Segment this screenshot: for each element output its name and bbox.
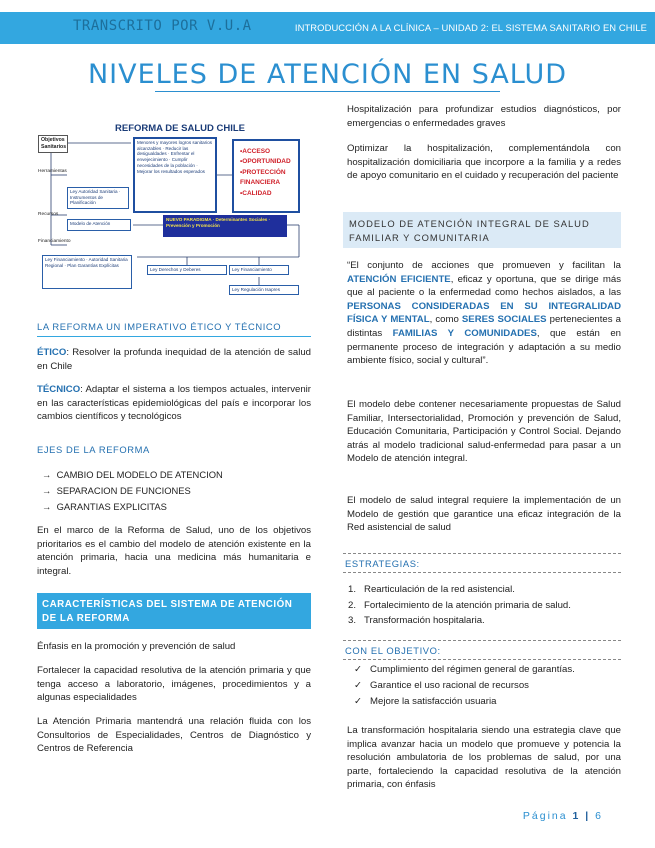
header-bar (0, 12, 655, 44)
arrow-icon: → (42, 501, 52, 512)
list-item: → GARANTIAS EXPLICITAS (42, 501, 167, 512)
objetivos-list (354, 662, 620, 710)
list-item: → CAMBIO DEL MODELO DE ATENCION (42, 469, 223, 480)
ley-derechos-box: Ley Derechos y Deberes (147, 265, 227, 275)
check-icon: ✓ (354, 664, 363, 675)
financiamiento-label: Financiamiento (38, 239, 71, 244)
enfasis-paragraph: Énfasis en la promoción y prevención de salud (37, 641, 236, 652)
section-caracteristicas-title: CARACTERÍSTICAS DEL SISTEMA DE ATENCIÓN DE LA REFORMA (37, 593, 311, 629)
fortalecer-paragraph: Fortalecer la capacidad resolutiva de la atención primaria y que tenga acceso a laboratorio, imágenes, procedimientos y a algunas especialidades (37, 665, 311, 704)
page-title: NIVELES DE ATENCIÓN EN SALUD (87, 59, 568, 90)
objetivos-box: Objetivos Sanitarios (38, 135, 68, 153)
diagram-heading: REFORMA DE SALUD CHILE (115, 123, 246, 134)
objetivo-title: CON EL OBJETIVO: (343, 640, 621, 660)
arrow-icon: → (42, 469, 52, 480)
recursos-label: Recursos (38, 212, 59, 217)
list-item: 1. Rearticulación de la red asistencial. (348, 584, 515, 595)
list-item: ✓ Mejore la satisfacción usuaria (354, 696, 497, 707)
ley-financiamiento2-box: Ley Financiamiento (229, 265, 289, 275)
ley-financiamiento-box: Ley Financiamiento · Autoridad Sanitaria Regional · Plan Garantías Explícitas (42, 255, 132, 289)
tecnico-text: : Adaptar el sistema a los tiempos actuales, intervenir en las características epidemiológicas del país e incorporar los cambios científicos y tecnológicos (37, 384, 311, 423)
definition-quote: “El conjunto de acciones que promueven y facilitan la ATENCIÓN EFICIENTE, eficaz y oportuna, que se dirige más que al paciente o la enfermedad como hechos aislados, a las PERSONAS CONSIDERADAS EN SU INTEGRALIDAD FÍSICA Y MENTAL, como SERES SOCIALES pertenecientes a distintas FAMILIAS Y COMUNIDADES, que están en permanente proceso de integración y adaptación a su medio ambiente físico, social y cultural”. (347, 260, 621, 367)
logros-box: Menores y mayores logros sanitarios alcanzables · Reducir las desigualdades · Enfrentar el envejecimiento · Cumplir necesidades de la población · Mejorar los resultados esperados (133, 137, 217, 213)
ley-autoridad-box: Ley Autoridad Sanitaria · Instrumentos de Planificación (67, 187, 129, 209)
ejes-title: EJES DE LA REFORMA (37, 444, 150, 455)
etico-label: ÉTICO (37, 347, 67, 358)
check-icon: ✓ (354, 696, 363, 707)
outcome-acceso: •ACCESO (240, 148, 271, 155)
list-item: ✓ Cumplimiento del régimen general de garantías. (354, 664, 575, 675)
section-modelo-title: MODELO DE ATENCIÓN INTEGRAL DE SALUD FAMILIAR Y COMUNITARIA (343, 212, 621, 248)
atencion-primaria-paragraph: La Atención Primaria mantendrá una relación fluida con los Consultorios de Especialidades, Centros de Diagnóstico y Centros de Referencia (37, 716, 311, 755)
transformacion-paragraph: La transformación hospitalaria siendo una estrategia clave que implica avanzar hacia un modelo que promueve y potencia la resolución ambulatoria de los problemas de salud, por una parte, fortaleciendo la capacidad resolutiva de la atención primaria, con énfasis (347, 725, 621, 791)
reform-diagram (37, 115, 313, 307)
list-item: ✓ Garantice el uso racional de recursos (354, 680, 529, 691)
outcome-oportunidad: •OPORTUNIDAD (240, 158, 291, 166)
hospitalizacion-paragraph: Hospitalización para profundizar estudios diagnósticos, por emergencias o enfermedades graves (347, 104, 621, 129)
tecnico-label: TÉCNICO (37, 384, 81, 395)
check-icon: ✓ (354, 680, 363, 691)
estrategias-list (348, 582, 620, 629)
outcome-proteccion: •PROTECCIÓN FINANCIERA (240, 168, 286, 187)
optimizar-paragraph: Optimizar la hospitalización, complementándola con hospitalización domiciliaria que incorpore a la familia y a redes de apoyo comunitario en el cuidado y recuperación del paciente (347, 143, 621, 182)
marco-paragraph: En el marco de la Reforma de Salud, uno de los objetivos prioritarios es el cambio del modelo de atención existente en la atención primaria, hacia una medicina más humanitaria e integral. (37, 525, 311, 577)
herramientas-label: Herramientas (38, 169, 67, 174)
etico-paragraph (37, 346, 311, 373)
page-number: Página 1 | 6 (522, 810, 603, 822)
outcomes-box (232, 139, 300, 213)
course-title: INTRODUCCIÓN A LA CLÍNICA – UNIDAD 2: EL SISTEMA SANITARIO EN CHILE (294, 22, 647, 33)
modelo-atencion-box: Modelo de Atención (67, 219, 131, 231)
section-reforma-title: LA REFORMA UN IMPERATIVO ÉTICO Y TÉCNICO (37, 320, 311, 337)
title-underline (155, 91, 500, 92)
ejes-list (42, 467, 312, 515)
etico-text: : Resolver la profunda inequidad de la atención de salud en Chile (37, 347, 311, 372)
transcriber-credit: TRANSCRITO POR V.U.A (73, 18, 252, 34)
outcome-calidad: •CALIDAD (240, 189, 272, 197)
tecnico-paragraph (37, 383, 311, 424)
arrow-icon: → (42, 485, 52, 496)
outcome-list (240, 147, 298, 199)
modelo-contenido-paragraph: El modelo debe contener necesariamente propuestas de Salud Familiar, Intersectorialidad, Promoción y prevención de Salud, Educación Comunitaria, Participación y Control Social. Dejando atrás al modelo tradicional salud-enfermedad para pasar a un Modelo de atención integral. (347, 399, 621, 465)
estrategias-title: ESTRATEGIAS: (343, 553, 621, 573)
list-item: 3. Transformación hospitalaria. (348, 615, 485, 626)
list-item: 2. Fortalecimiento de la atención primaria de salud. (348, 599, 571, 611)
nuevo-paradigma-box: NUEVO PARADIGMA · Determinantes Sociales · Prevención y Promoción (163, 215, 287, 237)
modelo-gestion-paragraph: El modelo de salud integral requiere la implementación de un Modelo de gestión que garantice una eficaz integración de la Red asistencial de salud (347, 495, 621, 534)
list-item: → SEPARACION DE FUNCIONES (42, 485, 191, 496)
ley-isapres-box: Ley Regulación Isapres (229, 285, 299, 295)
